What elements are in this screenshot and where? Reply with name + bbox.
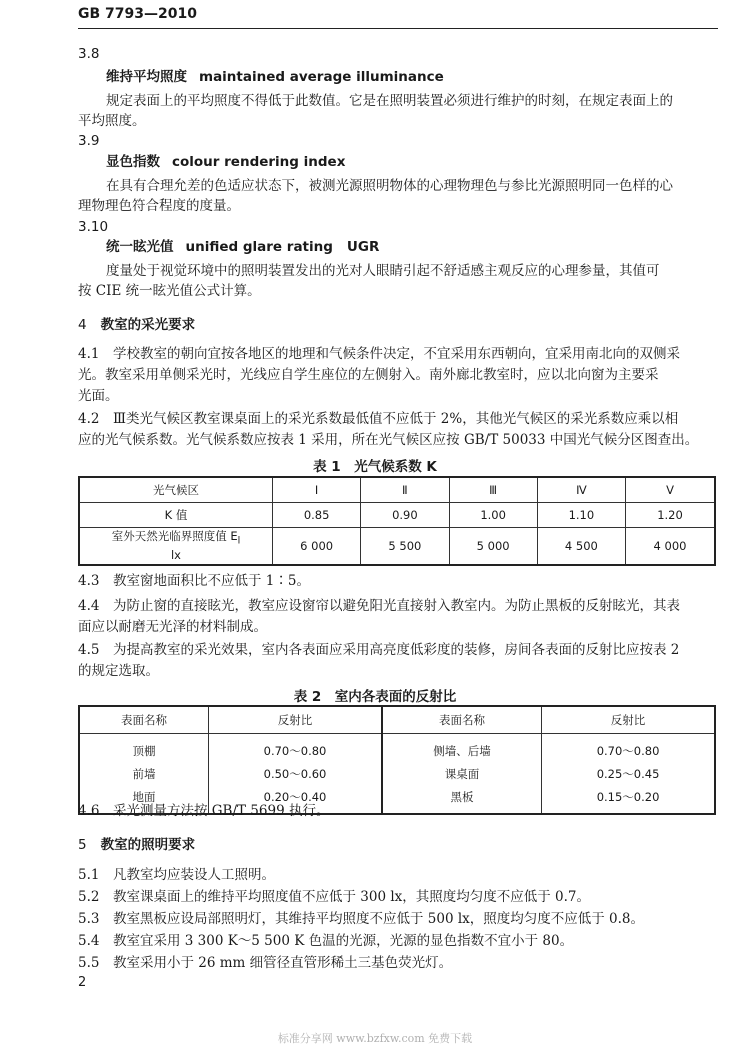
table-cell: Ⅴ: [626, 477, 716, 503]
term-title: 维持平均照度 maintained average illuminance: [106, 69, 444, 85]
table-cell: Ⅲ: [449, 477, 537, 503]
table-row: [79, 762, 715, 785]
term-definition: 平均照度。: [78, 113, 146, 129]
table-caption: 表 2 室内各表面的反射比: [293, 689, 457, 705]
table-cell: 1.10: [537, 503, 625, 528]
table-caption: 表 1 光气候系数 K: [313, 459, 437, 475]
section-heading: 5 教室的照明要求: [78, 837, 196, 853]
table-header-cell: 反射比: [542, 706, 715, 734]
header-rule: [78, 28, 718, 29]
table-cell: 前墙: [79, 762, 209, 785]
table-cell: 黑板: [382, 785, 542, 814]
clause-text: 5.3 教室黑板应设局部照明灯，其维持平均照度不应低于 500 lx，照度均匀度不应低于 0.8。: [78, 911, 645, 927]
table-cell: 5 500: [361, 528, 449, 566]
table-cell: Ⅳ: [537, 477, 625, 503]
table-cell: 地面: [79, 785, 209, 814]
term-definition: 规定表面上的平均照度不得低于此数值。它是在照明装置必须进行维护的时刻，在规定表面上的: [106, 93, 673, 109]
term-number: 3.9: [78, 133, 100, 149]
watermark: 标准分享网 www.bzfxw.com 免费下载: [277, 1032, 473, 1045]
clause-text: 应的光气候系数。光气候系数应按表 1 采用，所在光气候区应按 GB/T 50033 中国光气候分区图查出。: [78, 432, 699, 448]
table-cell: 0.70～0.80: [209, 734, 382, 763]
light-climate-table: [78, 476, 716, 566]
table-header-cell: 反射比: [209, 706, 382, 734]
clause-text: 4.1 学校教室的朝向宜按各地区的地理和气候条件决定，不宜采用东西朝向，宜采用南北向的双侧采: [78, 346, 680, 362]
clause-text: 5.4 教室宜采用 3 300 K～5 500 K 色温的光源，光源的显色指数不宜小于 80。: [78, 933, 574, 949]
table-cell: Ⅱ: [361, 477, 449, 503]
clause-text: 光。教室采用单侧采光时，光线应自学生座位的左侧射入。南外廊北教室时，应以北向窗为主要采: [78, 367, 659, 383]
reflectance-table: [78, 705, 716, 815]
table-cell: 0.25～0.45: [542, 762, 715, 785]
clause-text: 4.3 教室窗地面积比不应低于 1∶5。: [78, 573, 310, 589]
table-row: [79, 528, 715, 566]
clause-text: 4.4 为防止窗的直接眩光，教室应设窗帘以避免阳光直接射入教室内。为防止黑板的反射眩光，其表: [78, 598, 680, 614]
table-cell: 0.15～0.20: [542, 785, 715, 814]
table-cell: 室外天然光临界照度值 $E_l$ lx: [79, 528, 273, 566]
clause-text: 5.2 教室课桌面上的维持平均照度值不应低于 300 lx，其照度均匀度不应低于 0.7。: [78, 889, 591, 905]
table-cell: K 值: [79, 503, 273, 528]
standard-code: GB 7793—2010: [78, 6, 197, 22]
table-cell: 课桌面: [382, 762, 542, 785]
clause-text: 4.2 Ⅲ类光气候区教室课桌面上的采光系数最低值不应低于 2%，其他光气候区的采光系数应乘以相: [78, 411, 679, 427]
clause-text: 面应以耐磨无光泽的材料制成。: [78, 619, 267, 635]
table-cell: 0.50～0.60: [209, 762, 382, 785]
table-header-cell: 表面名称: [79, 706, 209, 734]
table-cell: Ⅰ: [273, 477, 361, 503]
table-cell: 0.70～0.80: [542, 734, 715, 763]
table-cell: 4 000: [626, 528, 716, 566]
page-number: 2: [78, 975, 87, 990]
table-cell: 光气候区: [79, 477, 273, 503]
term-definition: 度量处于视觉环境中的照明装置发出的光对人眼睛引起不舒适感主观反应的心理参量，其值可: [106, 263, 660, 279]
clause-text: 光面。: [78, 388, 119, 404]
table-cell: 1.00: [449, 503, 537, 528]
term-definition: 理物理色符合程度的度量。: [78, 198, 240, 214]
table-cell: 侧墙、后墙: [382, 734, 542, 763]
term-title: 显色指数 colour rendering index: [106, 154, 346, 170]
table-cell: 0.85: [273, 503, 361, 528]
table-cell: 5 000: [449, 528, 537, 566]
clause-text: 4.5 为提高教室的采光效果，室内各表面应采用高亮度低彩度的装修，房间各表面的反射比应按表 2: [78, 642, 680, 658]
table-cell: 4 500: [537, 528, 625, 566]
term-number: 3.8: [78, 46, 100, 62]
table-header-cell: 表面名称: [382, 706, 542, 734]
clause-text: 4.6 采光测量方法按 GB/T 5699 执行。: [78, 803, 330, 819]
table-header-row: [79, 477, 715, 503]
table-row: [79, 734, 715, 763]
term-definition: 在具有合理允差的色适应状态下，被测光源照明物体的心理物理色与参比光源照明同一色样的心: [106, 178, 673, 194]
table-row: [79, 503, 715, 528]
clause-text: 5.1 凡教室均应装设人工照明。: [78, 867, 275, 883]
section-heading: 4 教室的采光要求: [78, 317, 196, 333]
term-title: 统一眩光值 unified glare rating UGR: [106, 239, 380, 255]
term-number: 3.10: [78, 219, 109, 235]
table-cell: 6 000: [273, 528, 361, 566]
term-definition: 按 CIE 统一眩光值公式计算。: [78, 283, 261, 299]
table-cell: 顶棚: [79, 734, 209, 763]
clause-text: 的规定选取。: [78, 663, 159, 679]
table-header-row: [79, 706, 715, 734]
table-cell: 0.20～0.40: [209, 785, 382, 814]
table-cell: 0.90: [361, 503, 449, 528]
table-cell: 1.20: [626, 503, 716, 528]
clause-text: 5.5 教室采用小于 26 mm 细管径直管形稀土三基色荧光灯。: [78, 955, 453, 971]
